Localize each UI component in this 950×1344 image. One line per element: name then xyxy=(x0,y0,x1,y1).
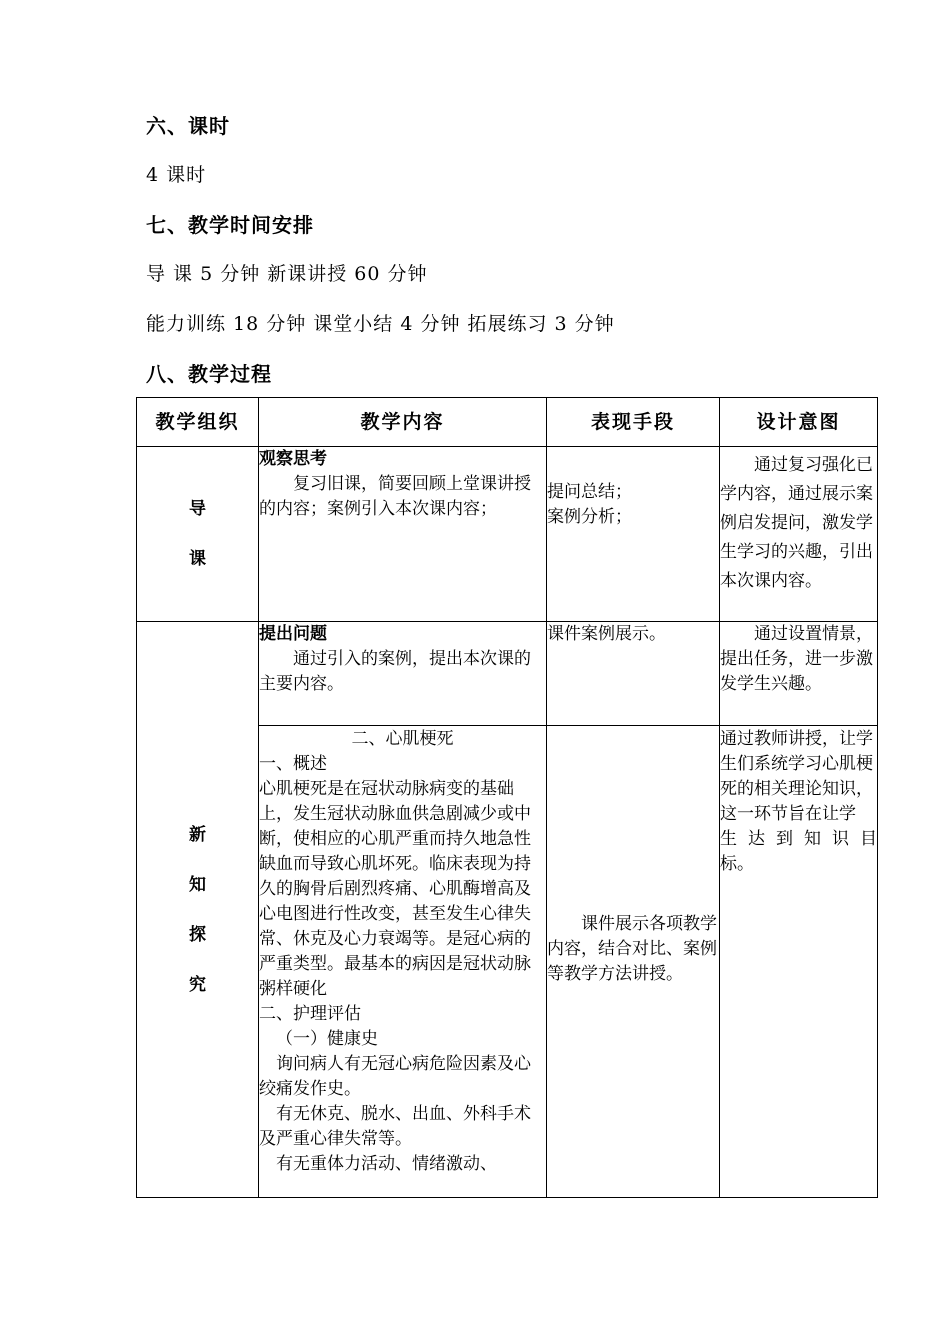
content-paragraph: 有无重体力活动、情绪激动、 xyxy=(276,1154,497,1174)
content-cell-mi xyxy=(259,726,547,1198)
content-paragraph: 有无休克、脱水、出血、外科手术及严重心律失常等。 xyxy=(259,1104,531,1149)
intent-text: 通过复习强化已学内容，通过展示案例启发提问，激发学生学习的兴趣，引出本次课内容。 xyxy=(720,455,873,591)
table-header-row xyxy=(137,398,878,447)
means-item: 案例分析； xyxy=(547,507,632,527)
content-body: 复习旧课，简要回顾上堂课讲授的内容；案例引入本次课内容； xyxy=(259,474,531,519)
section-6-value: 4 课时 xyxy=(146,164,207,186)
header-intent: 设计意图 xyxy=(720,398,878,447)
intent-cell-question xyxy=(720,622,878,726)
content-paragraph: 询问病人有无冠心病危险因素及心绞痛发作史。 xyxy=(259,1054,531,1099)
content-body: 通过引入的案例，提出本次课的主要内容。 xyxy=(259,649,531,694)
section-7-title: 七、教学时间安排 xyxy=(146,213,314,237)
schedule-line-1: 导 课 5 分钟 新课讲授 60 分钟 xyxy=(146,263,428,285)
intent-text: 通过设置情景，提出任务，进一步激发学生兴趣。 xyxy=(720,624,873,694)
org-cell-intro: 导 课 xyxy=(137,447,259,622)
content-cell-intro xyxy=(259,447,547,622)
means-item: 课件案例展示。 xyxy=(547,624,666,644)
schedule-line-2: 能力训练 18 分钟 课堂小结 4 分钟 拓展练习 3 分钟 xyxy=(146,313,615,335)
means-item: 提问总结； xyxy=(547,482,632,502)
means-cell-mi xyxy=(547,726,720,1198)
content-subheading: （一）健康史 xyxy=(276,1029,378,1049)
content-paragraph: 心肌梗死是在冠状动脉病变的基础上，发生冠状动脉血供急剧减少或中断，使相应的心肌严重而持久地急性缺血而导致心肌坏死。临床表现为持久的胸骨后剧烈疼痛、心肌酶增高及心电图进行性改变，甚至发生心律失常、休克及心力衰竭等。是冠心病的严重类型。最基本的病因是冠状动脉粥样硬化 xyxy=(259,779,531,999)
intent-cell-mi xyxy=(720,726,878,1198)
teaching-process-table xyxy=(136,397,878,1198)
content-cell-question xyxy=(259,622,547,726)
org-cell-new-knowledge: 新 知 探 究 xyxy=(137,622,259,1198)
intent-text: 生达到知识目 xyxy=(720,829,877,849)
header-content: 教学内容 xyxy=(259,398,547,447)
header-means: 表现手段 xyxy=(547,398,720,447)
intent-cell-intro xyxy=(720,447,878,622)
content-subheading: 二、护理评估 xyxy=(259,1004,361,1024)
table-row xyxy=(137,622,878,726)
content-subheading: 一、概述 xyxy=(259,754,327,774)
content-title: 观察思考 xyxy=(259,449,327,469)
section-6-title: 六、课时 xyxy=(146,114,230,138)
intent-text: 通过教师讲授，让学生们系统学习心肌梗死的相关理论知识，这一环节旨在让学 xyxy=(720,729,873,824)
content-heading: 二、心肌梗死 xyxy=(351,729,454,749)
means-item: 课件展示各项教学内容，结合对比、案例等教学方法讲授。 xyxy=(547,914,717,984)
content-title: 提出问题 xyxy=(259,624,327,644)
means-cell-question xyxy=(547,622,720,726)
table-row xyxy=(137,447,878,622)
header-org: 教学组织 xyxy=(137,398,259,447)
means-cell-intro xyxy=(547,447,720,622)
section-8-title: 八、教学过程 xyxy=(146,362,272,386)
intent-text: 标。 xyxy=(720,854,754,874)
